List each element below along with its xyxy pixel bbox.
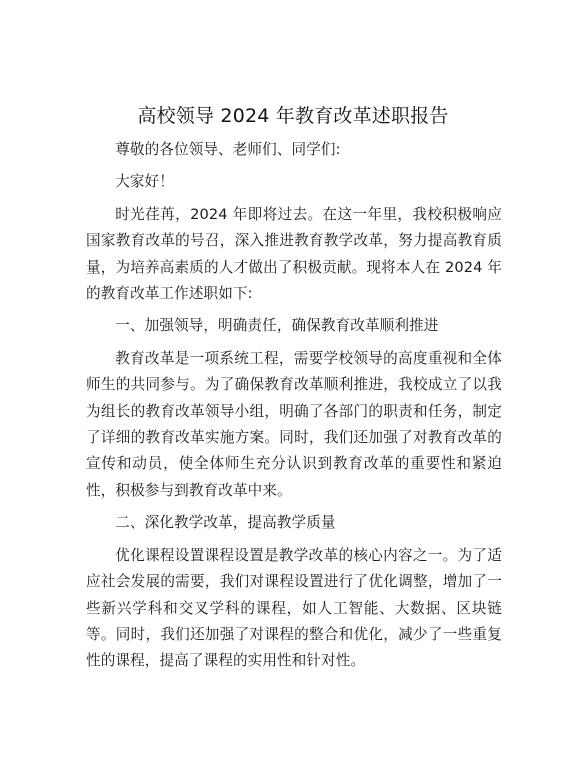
document-title: 高校领导 2024 年教育改革述职报告: [137, 105, 449, 127]
salutation: 尊敬的各位领导、老师们、同学们:: [115, 141, 341, 158]
section-heading: 一、加强领导，明确责任，确保教育改革顺利推进: [115, 317, 439, 335]
greeting: 大家好！: [115, 173, 174, 191]
document-body: [86, 137, 502, 681]
section-paragraph: 优化课程设置课程设置是教学改革的核心内容之一。为了适应社会发展的需要，我们对课程设置进行了优化调整，增加了一些新兴学科和交叉学科的课程，如人工智能、大数据、区块链等。同时，我们还加强了对课程的整合和优化，减少了一些重复性的课程，提高了课程的实用性和针对性。: [86, 546, 502, 670]
section-paragraph: 教育改革是一项系统工程，需要学校领导的高度重视和全体师生的共同参与。为了确保教育改革顺利推进，我校成立了以我为组长的教育改革领导小组，明确了各部门的职责和任务，制定了详细的教育改革实施方案。同时，我们还加强了对教育改革的宣传和动员，使全体师生充分认识到教育改革的重要性和紧迫性，积极参与到教育改革中来。: [86, 349, 502, 499]
intro-paragraph: 时光荏苒，2024 年即将过去。在这一年里，我校积极响应国家教育改革的号召，深入推进教育教学改革，努力提高教育质量，为培养高素质的人才做出了积极贡献。现将本人在 2024 年的教育改革工作述职如下:: [86, 205, 502, 303]
section-heading: 二、深化教学改革，提高教学质量: [115, 514, 336, 532]
